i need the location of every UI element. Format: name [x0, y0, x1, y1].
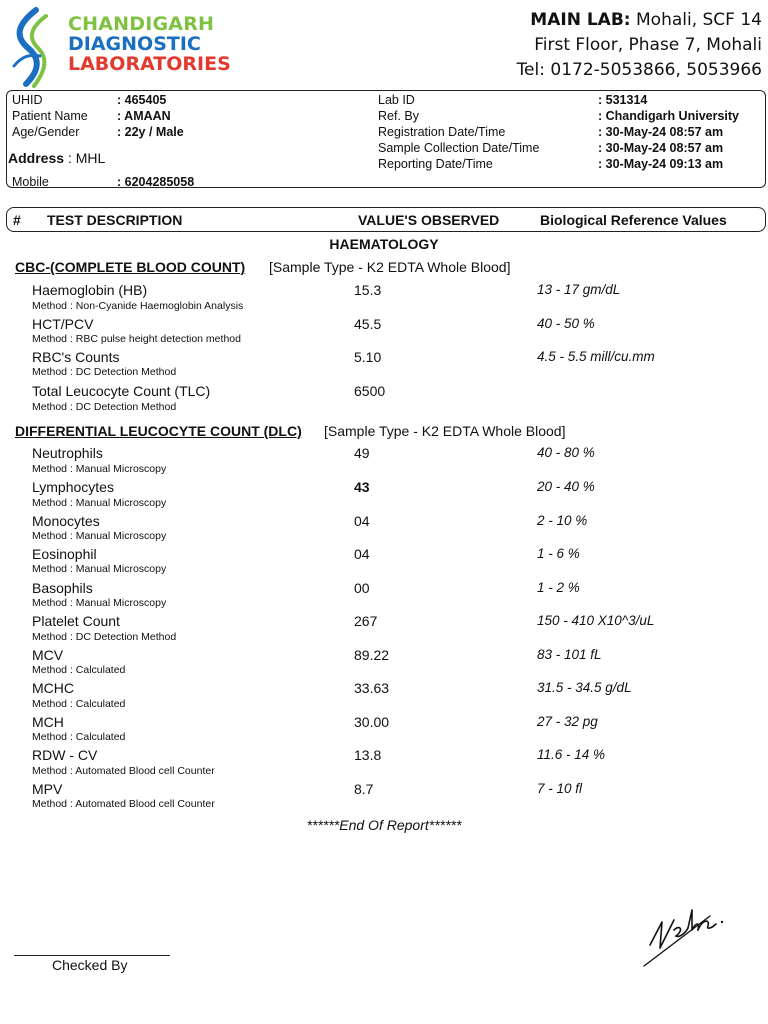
dlc-sample-type: [Sample Type - K2 EDTA Whole Blood]: [324, 423, 566, 439]
cbc-section-title: CBC-(COMPLETE BLOOD COUNT): [15, 259, 246, 275]
test-method: Method : Non-Cyanide Haemoglobin Analysis: [32, 300, 244, 312]
test-reference: 2 - 10 %: [537, 513, 588, 528]
lab-address-line-2: First Floor, Phase 7, Mohali: [534, 35, 762, 55]
address-row: [8, 150, 105, 166]
collection-label: Sample Collection Date/Time: [378, 141, 540, 155]
test-value: 04: [354, 546, 370, 562]
brand-name: [68, 14, 231, 74]
brand-line-3: LABORATORIES: [68, 53, 231, 75]
header-reference-values: Biological Reference Values: [540, 212, 727, 228]
signature-icon: [640, 900, 740, 970]
reporting-value: : 30-May-24 09:13 am: [598, 157, 724, 171]
header-number: #: [13, 212, 21, 228]
test-method: Method : Manual Microscopy: [32, 597, 167, 609]
brand-line-2: DIAGNOSTIC: [68, 33, 201, 55]
test-value: 45.5: [354, 316, 382, 332]
ref-by-label: Ref. By: [378, 109, 419, 123]
header-test-description: TEST DESCRIPTION: [47, 212, 183, 228]
test-method: Method : DC Detection Method: [32, 401, 177, 413]
patient-name-value: : AMAAN: [117, 109, 171, 123]
table-header: [6, 207, 766, 232]
test-name: Neutrophils: [32, 445, 103, 461]
registration-value: : 30-May-24 08:57 am: [598, 125, 724, 139]
test-name: Total Leucocyte Count (TLC): [32, 383, 211, 399]
test-reference: 7 - 10 fl: [537, 781, 583, 796]
lab-id-value: : 531314: [598, 93, 648, 107]
test-name: MCHC: [32, 680, 74, 696]
test-reference: 40 - 80 %: [537, 445, 595, 460]
uhid-label: UHID: [12, 93, 43, 107]
test-reference: 27 - 32 pg: [537, 714, 598, 729]
test-reference: 31.5 - 34.5 g/dL: [537, 680, 632, 695]
test-method: Method : Automated Blood cell Counter: [32, 765, 215, 777]
test-method: Method : DC Detection Method: [32, 366, 177, 378]
test-reference: 11.6 - 14 %: [537, 747, 606, 762]
test-name: MCV: [32, 647, 64, 663]
uhid-value: : 465405: [117, 93, 167, 107]
test-name: MPV: [32, 781, 63, 797]
dlc-section-title: DIFFERENTIAL LEUCOCYTE COUNT (DLC): [15, 423, 302, 439]
test-method: Method : Calculated: [32, 664, 126, 676]
reporting-label: Reporting Date/Time: [378, 157, 493, 171]
test-reference: 83 - 101 fL: [537, 647, 602, 662]
cbc-sample-type: [Sample Type - K2 EDTA Whole Blood]: [269, 259, 511, 275]
test-reference: 1 - 2 %: [537, 580, 580, 595]
test-name: Eosinophil: [32, 546, 97, 562]
test-reference: 20 - 40 %: [537, 479, 595, 494]
test-name: Monocytes: [32, 513, 100, 529]
department-title: HAEMATOLOGY: [329, 236, 439, 252]
test-method: Method : Manual Microscopy: [32, 497, 167, 509]
address-label: Address: [8, 150, 65, 166]
test-name: Basophils: [32, 580, 93, 596]
checked-by-line: [14, 955, 170, 956]
test-name: RDW - CV: [32, 747, 98, 763]
address-value: : MHL: [64, 150, 106, 166]
brand-line-1: CHANDIGARH: [68, 13, 215, 35]
end-of-report: ******End Of Report******: [306, 817, 462, 833]
test-reference: 4.5 - 5.5 mill/cu.mm: [537, 349, 655, 364]
test-method: Method : Automated Blood cell Counter: [32, 798, 215, 810]
test-reference: 150 - 410 X10^3/uL: [537, 613, 655, 628]
lab-telephone: Tel: 0172-5053866, 5053966: [516, 60, 762, 80]
test-name: RBC's Counts: [32, 349, 120, 365]
mobile-value: : 6204285058: [117, 175, 195, 189]
age-gender-value: : 22y / Male: [117, 125, 184, 139]
mobile-label: Mobile: [12, 175, 49, 189]
test-reference: 1 - 6 %: [537, 546, 580, 561]
test-value: 15.3: [354, 282, 382, 298]
patient-name-label: Patient Name: [12, 109, 88, 123]
test-method: Method : Calculated: [32, 731, 126, 743]
checked-by-label: Checked By: [52, 957, 128, 973]
age-gender-label: Age/Gender: [12, 125, 80, 139]
lab-address-block: [517, 8, 762, 83]
test-method: Method : Manual Microscopy: [32, 530, 167, 542]
test-method: Method : DC Detection Method: [32, 631, 177, 643]
test-value: 8.7: [354, 781, 374, 797]
collection-value: : 30-May-24 08:57 am: [598, 141, 724, 155]
test-value: 30.00: [354, 714, 390, 730]
test-name: HCT/PCV: [32, 316, 94, 332]
test-method: Method : Calculated: [32, 698, 126, 710]
test-value: 6500: [354, 383, 386, 399]
test-value: 89.22: [354, 647, 390, 663]
test-name: MCH: [32, 714, 64, 730]
main-lab-label: MAIN LAB:: [530, 10, 631, 30]
test-value: 13.8: [354, 747, 382, 763]
lab-address-line-1: Mohali, SCF 14: [630, 10, 762, 30]
test-method: Method : RBC pulse height detection method: [32, 333, 241, 345]
test-value-flagged: 43: [354, 479, 370, 495]
test-name: Lymphocytes: [32, 479, 114, 495]
ref-by-value: : Chandigarh University: [598, 109, 739, 123]
header-value-observed: VALUE'S OBSERVED: [358, 212, 500, 228]
test-value: 04: [354, 513, 370, 529]
lab-id-label: Lab ID: [378, 93, 415, 107]
test-value: 267: [354, 613, 378, 629]
test-reference: 13 - 17 gm/dL: [537, 282, 621, 297]
test-name: Platelet Count: [32, 613, 120, 629]
test-value: 49: [354, 445, 370, 461]
test-method: Method : Manual Microscopy: [32, 463, 167, 475]
test-value: 5.10: [354, 349, 382, 365]
registration-label: Registration Date/Time: [378, 125, 506, 139]
test-value: 00: [354, 580, 370, 596]
test-name: Haemoglobin (HB): [32, 282, 148, 298]
test-method: Method : Manual Microscopy: [32, 563, 167, 575]
test-value: 33.63: [354, 680, 390, 696]
test-reference: 40 - 50 %: [537, 316, 595, 331]
lab-logo-icon: [6, 6, 58, 90]
